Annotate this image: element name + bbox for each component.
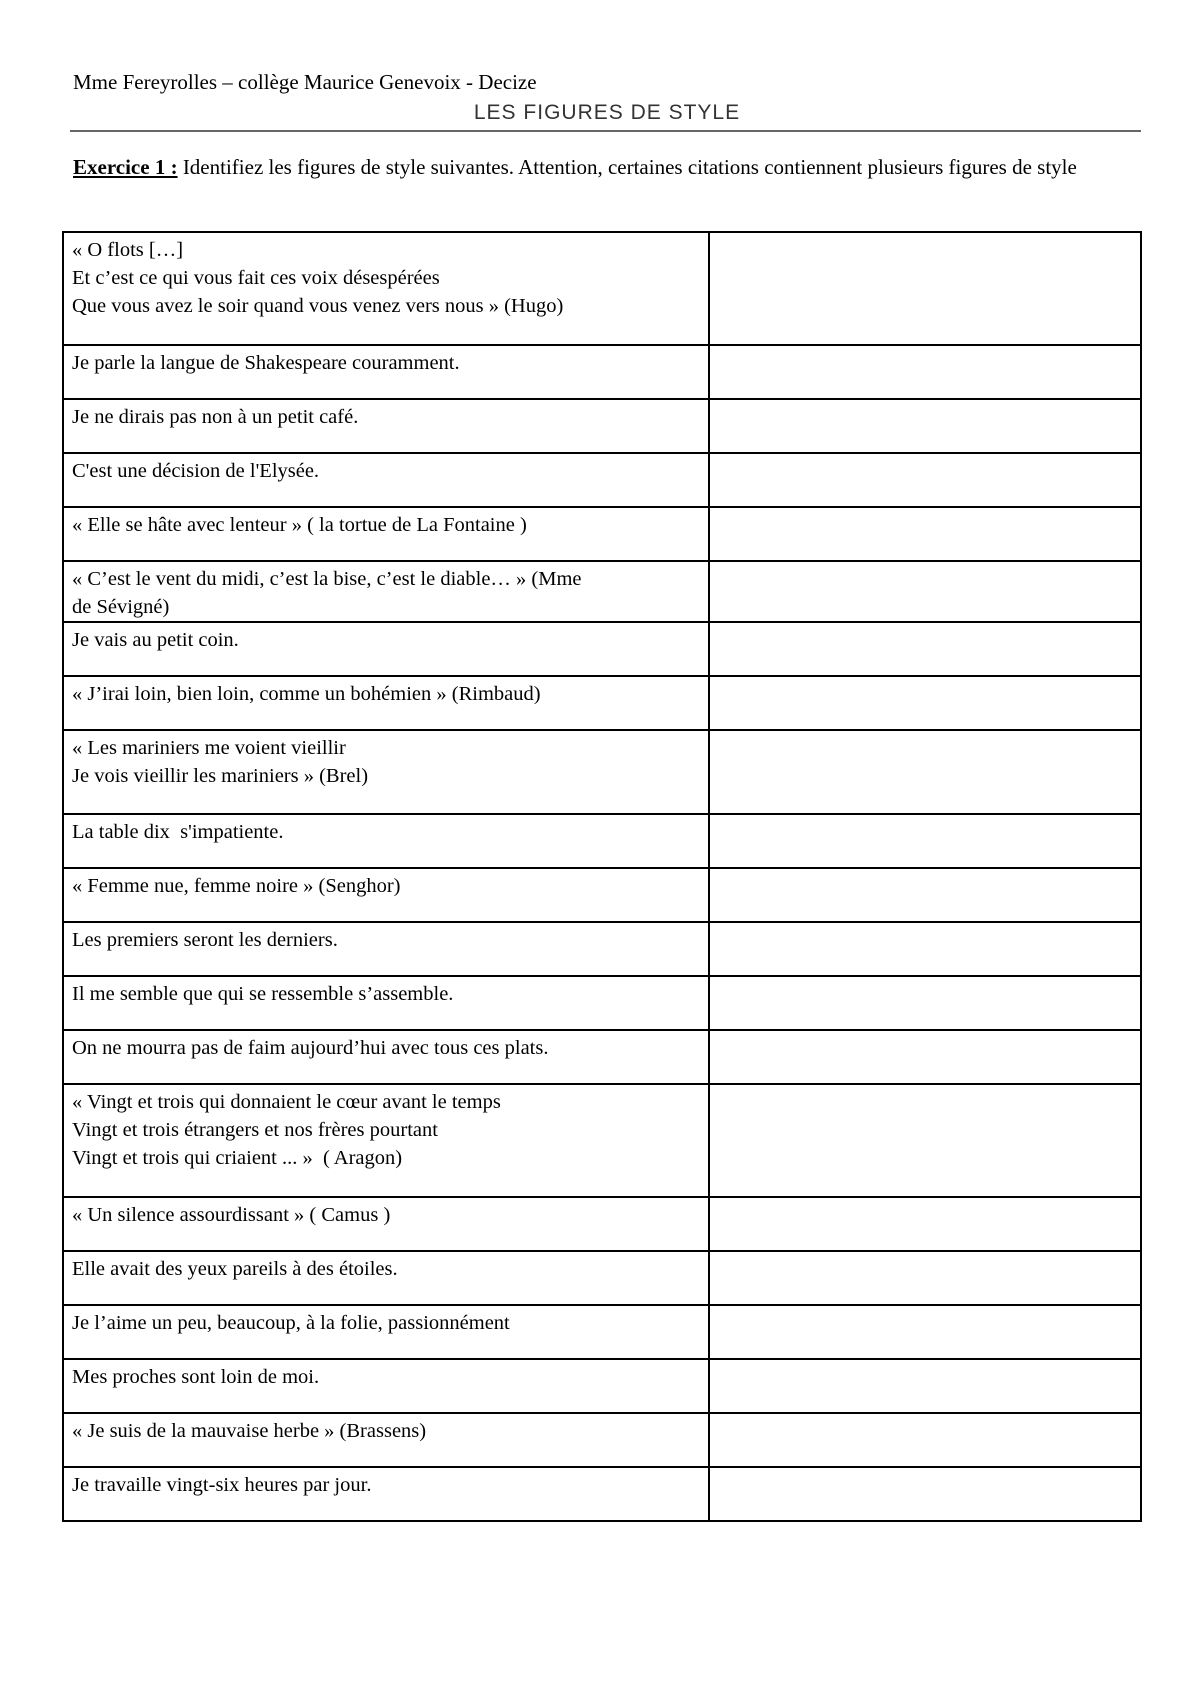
quote-cell <box>63 1359 709 1413</box>
quote-cell <box>63 1251 709 1305</box>
quote-line: Il me semble que qui se ressemble s’assemble. <box>72 983 454 1005</box>
table-row <box>63 868 1141 922</box>
quote-line: de Sévigné) <box>72 596 170 618</box>
quote-cell <box>63 676 709 730</box>
answer-cell[interactable] <box>709 976 1141 1030</box>
answer-cell[interactable] <box>709 453 1141 507</box>
exercise-table <box>62 231 1142 1522</box>
quote-line: Mes proches sont loin de moi. <box>72 1366 320 1388</box>
answer-cell[interactable] <box>709 730 1141 814</box>
answer-cell[interactable] <box>709 676 1141 730</box>
table-row <box>63 232 1141 345</box>
quote-line: On ne mourra pas de faim aujourd’hui avec tous ces plats. <box>72 1037 549 1059</box>
table-row <box>63 676 1141 730</box>
table-row <box>63 1359 1141 1413</box>
quote-cell <box>63 345 709 399</box>
quote-cell <box>63 561 709 622</box>
quote-cell <box>63 1197 709 1251</box>
quote-cell <box>63 922 709 976</box>
table-row <box>63 507 1141 561</box>
answer-cell[interactable] <box>709 1413 1141 1467</box>
page-title: LES FIGURES DE STYLE <box>473 101 741 124</box>
exercise-instruction <box>73 153 1143 181</box>
table-row <box>63 345 1141 399</box>
quote-cell <box>63 1305 709 1359</box>
quote-cell <box>63 622 709 676</box>
answer-cell[interactable] <box>709 814 1141 868</box>
quote-line: « J’irai loin, bien loin, comme un bohémien » (Rimbaud) <box>72 683 541 705</box>
quote-cell <box>63 1030 709 1084</box>
quote-cell <box>63 1413 709 1467</box>
answer-cell[interactable] <box>709 622 1141 676</box>
quote-line: Je vais au petit coin. <box>72 629 239 651</box>
quote-line: « Elle se hâte avec lenteur » ( la tortue de La Fontaine ) <box>72 514 527 536</box>
quote-line: « Les mariniers me voient vieillir <box>72 737 346 759</box>
answer-cell[interactable] <box>709 232 1141 345</box>
quote-line: « Femme nue, femme noire » (Senghor) <box>72 875 401 897</box>
table-row <box>63 399 1141 453</box>
answer-cell[interactable] <box>709 1197 1141 1251</box>
table-row <box>63 814 1141 868</box>
answer-cell[interactable] <box>709 399 1141 453</box>
table-row <box>63 730 1141 814</box>
answer-cell[interactable] <box>709 561 1141 622</box>
table-row <box>63 453 1141 507</box>
table-row <box>63 976 1141 1030</box>
quote-line: Je l’aime un peu, beaucoup, à la folie, passionnément <box>72 1312 510 1334</box>
quote-line: « C’est le vent du midi, c’est la bise, c’est le diable… » (Mme <box>72 568 582 590</box>
quote-cell <box>63 1467 709 1521</box>
quote-line: Et c’est ce qui vous fait ces voix désespérées <box>72 267 440 289</box>
answer-cell[interactable] <box>709 1084 1141 1197</box>
quote-line: Les premiers seront les derniers. <box>72 929 338 951</box>
quote-cell <box>63 730 709 814</box>
quote-cell <box>63 399 709 453</box>
quote-cell <box>63 453 709 507</box>
exercise-label: Exercice 1 : <box>73 155 178 179</box>
table-row <box>63 1030 1141 1084</box>
table-row <box>63 922 1141 976</box>
table-row <box>63 1197 1141 1251</box>
quote-cell <box>63 232 709 345</box>
quote-cell <box>63 507 709 561</box>
quote-cell <box>63 976 709 1030</box>
quote-line: Elle avait des yeux pareils à des étoiles. <box>72 1258 398 1280</box>
answer-cell[interactable] <box>709 1030 1141 1084</box>
quote-line: Je travaille vingt-six heures par jour. <box>72 1474 372 1496</box>
quote-line: Que vous avez le soir quand vous venez vers nous » (Hugo) <box>72 295 564 317</box>
table-row <box>63 561 1141 622</box>
answer-cell[interactable] <box>709 1467 1141 1521</box>
answer-cell[interactable] <box>709 868 1141 922</box>
table-row <box>63 1413 1141 1467</box>
quote-line: Vingt et trois qui criaient ... » ( Aragon) <box>72 1147 403 1169</box>
quote-cell <box>63 868 709 922</box>
answer-cell[interactable] <box>709 1305 1141 1359</box>
answer-cell[interactable] <box>709 507 1141 561</box>
quote-line: Je vois vieillir les mariniers » (Brel) <box>72 765 369 787</box>
quote-cell <box>63 1084 709 1197</box>
quote-line: Vingt et trois étrangers et nos frères pourtant <box>72 1119 438 1141</box>
table-row <box>63 1467 1141 1521</box>
table-row <box>63 1084 1141 1197</box>
quote-line: « Un silence assourdissant » ( Camus ) <box>72 1204 391 1226</box>
quote-line: « O flots […] <box>72 239 184 261</box>
quote-line: Je parle la langue de Shakespeare couramment. <box>72 352 460 374</box>
table-row <box>63 1251 1141 1305</box>
table-row <box>63 622 1141 676</box>
quote-line: « Je suis de la mauvaise herbe » (Brassens) <box>72 1420 427 1442</box>
answer-cell[interactable] <box>709 922 1141 976</box>
quote-line: C'est une décision de l'Elysée. <box>72 460 320 482</box>
table-row <box>63 1305 1141 1359</box>
quote-line: La table dix s'impatiente. <box>72 821 284 843</box>
answer-cell[interactable] <box>709 345 1141 399</box>
title-divider <box>70 130 1141 132</box>
quote-line: Je ne dirais pas non à un petit café. <box>72 406 359 428</box>
quote-cell <box>63 814 709 868</box>
quote-line: « Vingt et trois qui donnaient le cœur avant le temps <box>72 1091 501 1113</box>
author-line: Mme Fereyrolles – collège Maurice Genevoix - Decize <box>73 70 537 94</box>
answer-cell[interactable] <box>709 1359 1141 1413</box>
answer-cell[interactable] <box>709 1251 1141 1305</box>
exercise-instruction-text: Identifiez les figures de style suivantes. Attention, certaines citations contiennent plusieurs figures de style <box>177 155 1077 179</box>
